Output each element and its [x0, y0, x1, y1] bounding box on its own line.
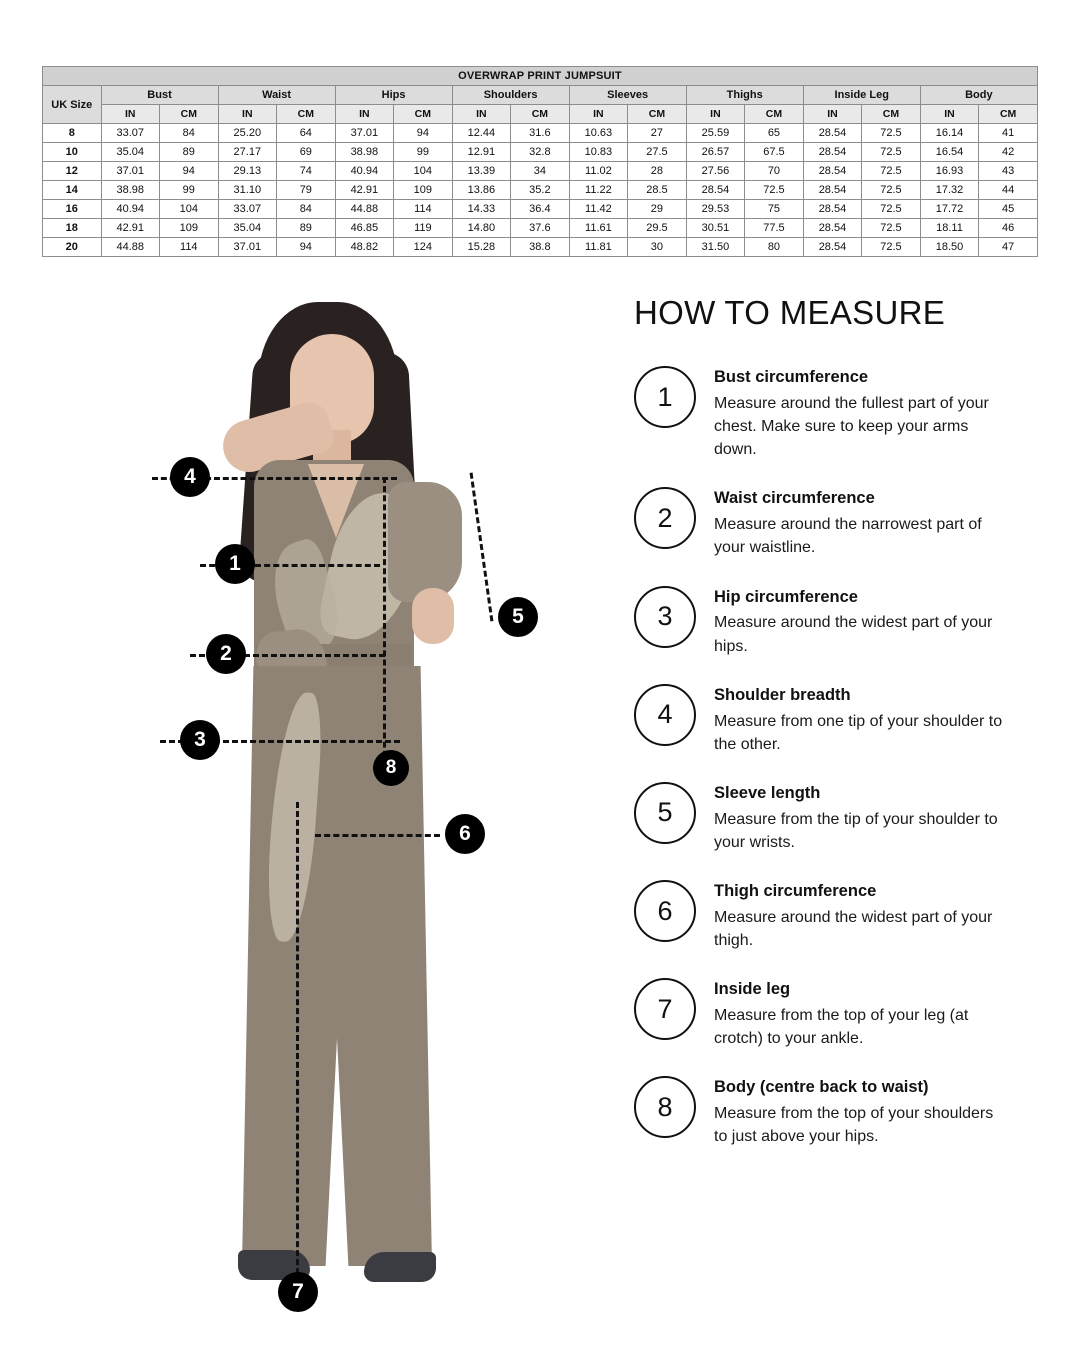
right-hand-shape	[412, 588, 454, 644]
cell: 43	[979, 162, 1038, 181]
unit-waist-in: IN	[218, 105, 277, 124]
cell: 84	[160, 124, 219, 143]
cell: 13.86	[452, 181, 511, 200]
cell: 99	[394, 143, 453, 162]
step-title-3: Hip circumference	[714, 587, 858, 606]
cell: 27.5	[628, 143, 687, 162]
cell: 44.88	[335, 200, 394, 219]
cell: 36.4	[511, 200, 570, 219]
step-title-4: Shoulder breadth	[714, 685, 851, 704]
step-body	[714, 366, 1006, 461]
step-number-3: 3	[634, 586, 696, 648]
table-row	[43, 219, 1038, 238]
cell: 17.72	[920, 200, 979, 219]
cell: 16.54	[920, 143, 979, 162]
group-inside-leg: Inside Leg	[803, 86, 920, 105]
wrap-neckline-shape	[308, 464, 364, 538]
step-number-5: 5	[634, 782, 696, 844]
cell: 48.82	[335, 238, 394, 257]
group-bust: Bust	[101, 86, 218, 105]
row-size: 10	[43, 143, 102, 162]
unit-insideleg-cm: CM	[862, 105, 921, 124]
measure-step-5	[634, 782, 1034, 854]
cell: 11.42	[569, 200, 628, 219]
group-body: Body	[920, 86, 1037, 105]
step-body	[714, 880, 1006, 952]
cell: 29.13	[218, 162, 277, 181]
unit-thighs-cm: CM	[745, 105, 804, 124]
size-chart-table	[42, 66, 1038, 257]
measure-step-2	[634, 487, 1034, 559]
group-thighs: Thighs	[686, 86, 803, 105]
cell: 37.6	[511, 219, 570, 238]
cell: 94	[160, 162, 219, 181]
cell: 114	[394, 200, 453, 219]
cell: 109	[394, 181, 453, 200]
how-to-measure-heading: HOW TO MEASURE	[634, 294, 946, 331]
cell: 38.98	[101, 181, 160, 200]
step-text-6: Measure around the widest part of your thigh.	[714, 908, 993, 950]
row-size: 8	[43, 124, 102, 143]
step-body	[714, 586, 1006, 658]
marker-1[interactable]: 1	[215, 544, 255, 584]
cell: 29	[628, 200, 687, 219]
row-size: 12	[43, 162, 102, 181]
cell: 28.54	[803, 162, 862, 181]
cell: 27.56	[686, 162, 745, 181]
cell: 28.54	[803, 219, 862, 238]
cell: 44.88	[101, 238, 160, 257]
step-number-4: 4	[634, 684, 696, 746]
cell: 42.91	[335, 181, 394, 200]
row-size: 16	[43, 200, 102, 219]
cell: 46.85	[335, 219, 394, 238]
cell: 64	[277, 124, 336, 143]
step-text-4: Measure from one tip of your shoulder to the other.	[714, 712, 1003, 753]
cell: 74	[277, 162, 336, 181]
cell: 12.44	[452, 124, 511, 143]
unit-waist-cm: CM	[277, 105, 336, 124]
step-title-8: Body (centre back to waist)	[714, 1078, 929, 1097]
cell: 124	[394, 238, 453, 257]
step-text-3: Measure around the widest part of your hips.	[714, 614, 993, 655]
cell: 11.22	[569, 181, 628, 200]
row-size: 20	[43, 238, 102, 257]
marker-2[interactable]: 2	[206, 634, 246, 674]
cell: 28.5	[628, 181, 687, 200]
marker-4[interactable]: 4	[170, 457, 210, 497]
cell: 29.53	[686, 200, 745, 219]
cell: 28.54	[803, 181, 862, 200]
cell: 99	[160, 181, 219, 200]
cell: 94	[394, 124, 453, 143]
cell: 34	[511, 162, 570, 181]
cell: 29.5	[628, 219, 687, 238]
cell: 26.57	[686, 143, 745, 162]
cell: 14.80	[452, 219, 511, 238]
step-text-2: Measure around the narrowest part of your waistline.	[714, 516, 982, 557]
cell: 72.5	[862, 238, 921, 257]
group-waist: Waist	[218, 86, 335, 105]
cell: 67.5	[745, 143, 804, 162]
unit-thighs-in: IN	[686, 105, 745, 124]
table-row	[43, 238, 1038, 257]
step-number-6: 6	[634, 880, 696, 942]
model-figure	[180, 292, 510, 1312]
measure-section	[0, 272, 1080, 1350]
unit-shoulders-cm: CM	[511, 105, 570, 124]
cell: 38.98	[335, 143, 394, 162]
cell: 31.6	[511, 124, 570, 143]
cell: 28.54	[803, 238, 862, 257]
cell: 10.63	[569, 124, 628, 143]
cell: 41	[979, 124, 1038, 143]
cell: 12.91	[452, 143, 511, 162]
cell: 79	[277, 181, 336, 200]
cell: 30	[628, 238, 687, 257]
cell: 25.20	[218, 124, 277, 143]
cell: 46	[979, 219, 1038, 238]
cell: 28.54	[803, 143, 862, 162]
cell: 72.5	[745, 181, 804, 200]
step-text-8: Measure from the top of your shoulders to just above your hips.	[714, 1105, 994, 1146]
cell: 27.17	[218, 143, 277, 162]
unit-bust-in: IN	[101, 105, 160, 124]
cell: 42	[979, 143, 1038, 162]
step-body	[714, 782, 1006, 854]
cell: 75	[745, 200, 804, 219]
cell: 72.5	[862, 162, 921, 181]
step-body	[714, 487, 1006, 559]
cell: 31.50	[686, 238, 745, 257]
unit-sleeves-cm: CM	[628, 105, 687, 124]
cell: 80	[745, 238, 804, 257]
cell: 16.93	[920, 162, 979, 181]
cell: 28.54	[686, 181, 745, 200]
cell: 10.83	[569, 143, 628, 162]
cell: 32.8	[511, 143, 570, 162]
marker-6[interactable]: 6	[445, 814, 485, 854]
step-body	[714, 684, 1006, 756]
cell: 30.51	[686, 219, 745, 238]
cell: 40.94	[335, 162, 394, 181]
step-title-5: Sleeve length	[714, 783, 821, 802]
table-group-row	[43, 86, 1038, 105]
cell: 14.33	[452, 200, 511, 219]
measure-step-4	[634, 684, 1034, 756]
table-row	[43, 124, 1038, 143]
group-shoulders: Shoulders	[452, 86, 569, 105]
cell: 69	[277, 143, 336, 162]
step-title-7: Inside leg	[714, 980, 791, 999]
cell: 15.28	[452, 238, 511, 257]
step-text-7: Measure from the top of your leg (at crotch) to your ankle.	[714, 1007, 969, 1048]
cell: 70	[745, 162, 804, 181]
table-row	[43, 181, 1038, 200]
cell: 94	[277, 238, 336, 257]
row-size: 18	[43, 219, 102, 238]
cell: 25.59	[686, 124, 745, 143]
unit-hips-cm: CM	[394, 105, 453, 124]
cell: 72.5	[862, 219, 921, 238]
cell: 114	[160, 238, 219, 257]
cell: 109	[160, 219, 219, 238]
cell: 37.01	[335, 124, 394, 143]
measure-step-6	[634, 880, 1034, 952]
marker-3[interactable]: 3	[180, 720, 220, 760]
unit-insideleg-in: IN	[803, 105, 862, 124]
how-to-measure-panel	[634, 294, 1034, 1175]
cell: 18.50	[920, 238, 979, 257]
table-row	[43, 143, 1038, 162]
measure-step-8	[634, 1076, 1034, 1148]
cell: 72.5	[862, 143, 921, 162]
table-title: OVERWRAP PRINT JUMPSUIT	[43, 67, 1038, 86]
table-title-row	[43, 67, 1038, 86]
table-row	[43, 162, 1038, 181]
step-text-5: Measure from the tip of your shoulder to your wrists.	[714, 810, 998, 851]
step-text-1: Measure around the fullest part of your chest. Make sure to keep your arms down.	[714, 394, 989, 459]
step-number-1: 1	[634, 366, 696, 428]
unit-hips-in: IN	[335, 105, 394, 124]
cell: 28	[628, 162, 687, 181]
row-size: 14	[43, 181, 102, 200]
step-number-7: 7	[634, 978, 696, 1040]
cell: 17.32	[920, 181, 979, 200]
cell: 45	[979, 200, 1038, 219]
unit-shoulders-in: IN	[452, 105, 511, 124]
step-title-2: Waist circumference	[714, 489, 875, 508]
step-title-6: Thigh circumference	[714, 882, 877, 901]
cell: 42.91	[101, 219, 160, 238]
cell: 18.11	[920, 219, 979, 238]
cell: 16.14	[920, 124, 979, 143]
cell: 38.8	[511, 238, 570, 257]
cell: 44	[979, 181, 1038, 200]
cell: 27	[628, 124, 687, 143]
cell: 40.94	[101, 200, 160, 219]
cell: 33.07	[218, 200, 277, 219]
unit-body-cm: CM	[979, 105, 1038, 124]
cell: 89	[277, 219, 336, 238]
cell: 37.01	[101, 162, 160, 181]
marker-5[interactable]: 5	[498, 597, 538, 637]
uk-size-header: UK Size	[43, 86, 102, 124]
cell: 11.02	[569, 162, 628, 181]
cell: 31.10	[218, 181, 277, 200]
marker-7[interactable]: 7	[278, 1272, 318, 1312]
cell: 72.5	[862, 181, 921, 200]
measure-step-7	[634, 978, 1034, 1050]
unit-bust-cm: CM	[160, 105, 219, 124]
step-number-2: 2	[634, 487, 696, 549]
cell: 33.07	[101, 124, 160, 143]
right-shoe-shape	[364, 1252, 436, 1282]
cell: 11.61	[569, 219, 628, 238]
cell: 13.39	[452, 162, 511, 181]
table-unit-row	[43, 105, 1038, 124]
cell: 35.2	[511, 181, 570, 200]
step-body	[714, 978, 1006, 1050]
cell: 119	[394, 219, 453, 238]
cell: 28.54	[803, 124, 862, 143]
cell: 11.81	[569, 238, 628, 257]
guide-line-inside-leg	[296, 802, 299, 1292]
group-hips: Hips	[335, 86, 452, 105]
cell: 47	[979, 238, 1038, 257]
right-sleeve-shape	[388, 482, 462, 602]
unit-sleeves-in: IN	[569, 105, 628, 124]
cell: 104	[394, 162, 453, 181]
cell: 37.01	[218, 238, 277, 257]
cell: 89	[160, 143, 219, 162]
cell: 84	[277, 200, 336, 219]
marker-8[interactable]: 8	[373, 750, 409, 786]
step-number-8: 8	[634, 1076, 696, 1138]
cell: 35.04	[218, 219, 277, 238]
group-sleeves: Sleeves	[569, 86, 686, 105]
model-illustration	[60, 272, 620, 1350]
measure-step-3	[634, 586, 1034, 658]
cell: 28.54	[803, 200, 862, 219]
cell: 77.5	[745, 219, 804, 238]
step-body	[714, 1076, 1006, 1148]
size-table-container	[42, 66, 1038, 257]
guide-line-thigh	[315, 834, 440, 837]
cell: 72.5	[862, 200, 921, 219]
measure-step-1	[634, 366, 1034, 461]
guide-line-body-vertical	[383, 477, 386, 775]
table-row	[43, 200, 1038, 219]
cell: 104	[160, 200, 219, 219]
cell: 35.04	[101, 143, 160, 162]
step-title-1: Bust circumference	[714, 368, 869, 386]
cell: 65	[745, 124, 804, 143]
unit-body-in: IN	[920, 105, 979, 124]
cell: 72.5	[862, 124, 921, 143]
